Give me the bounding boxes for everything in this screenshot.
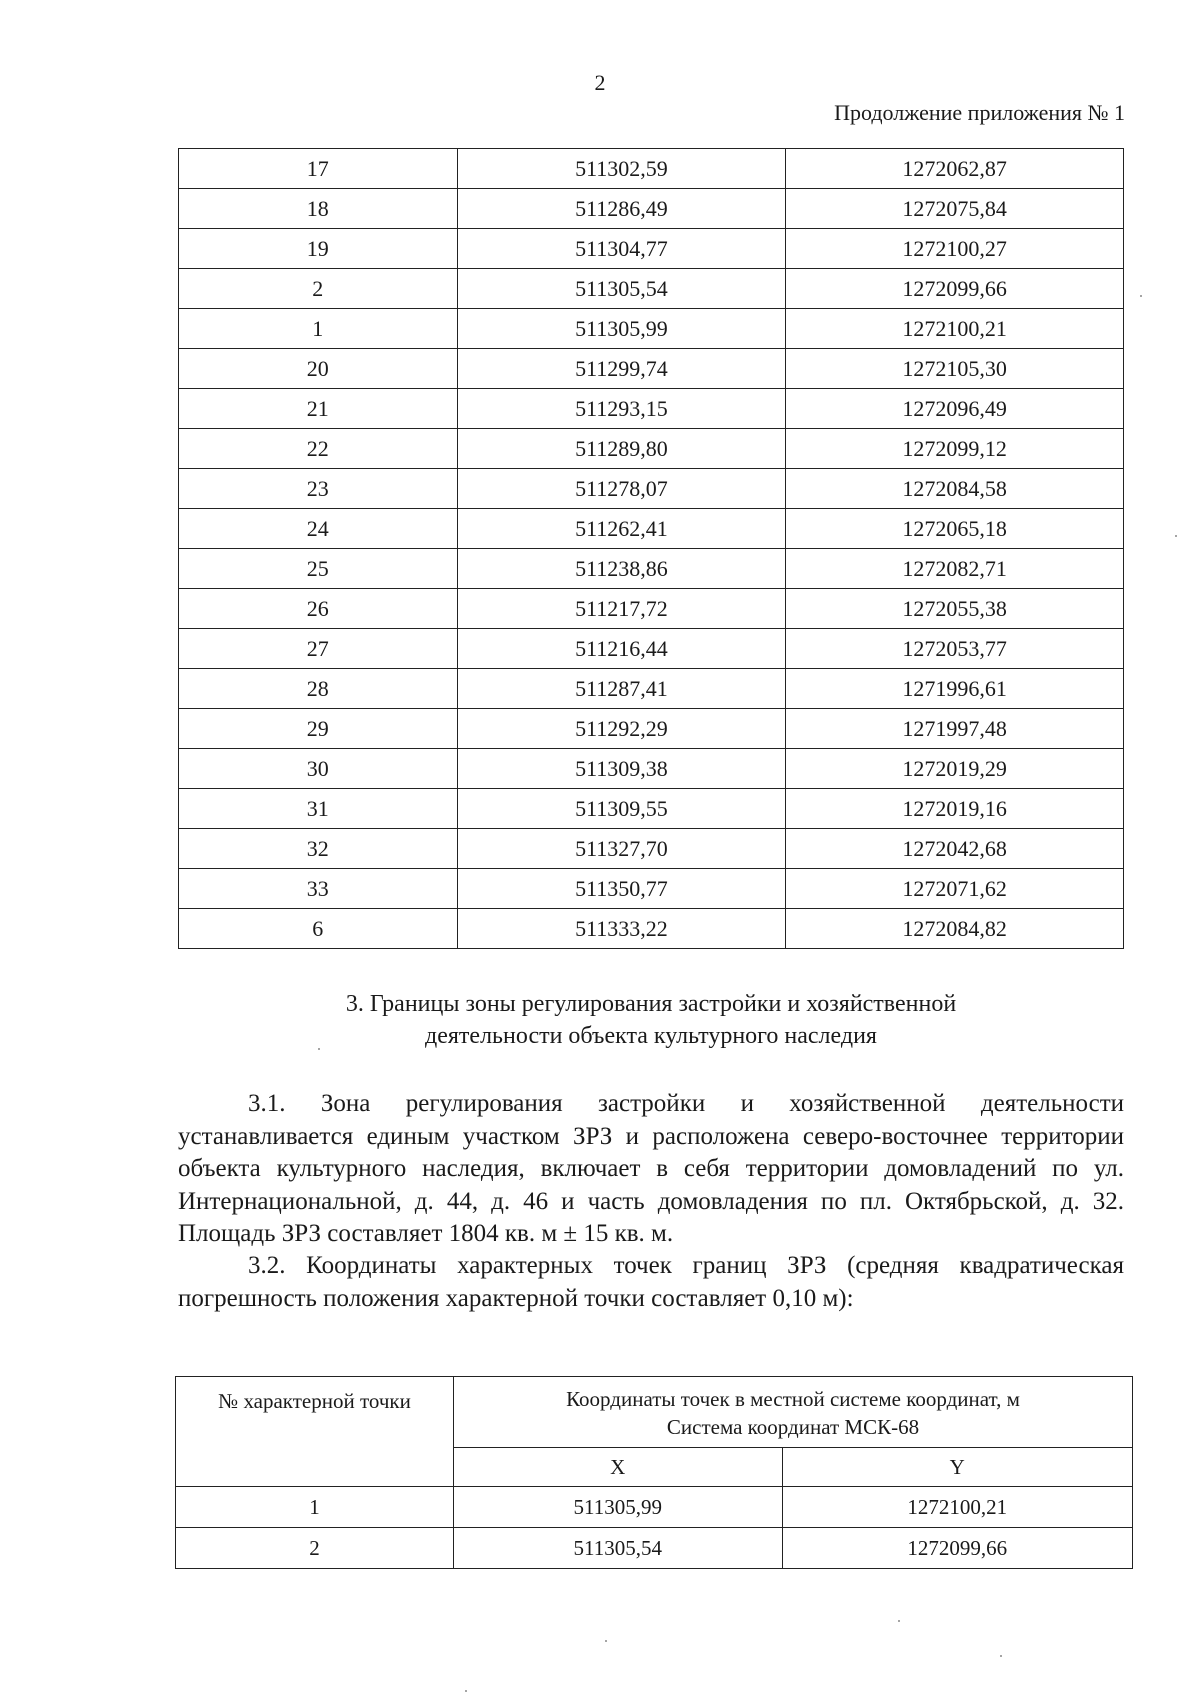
table-row (179, 509, 1124, 549)
table-row (179, 629, 1124, 669)
x-coordinate-cell: 511327,70 (457, 829, 786, 869)
table-row (179, 669, 1124, 709)
scan-speck (605, 1640, 607, 1642)
x-coordinate-cell: 511302,59 (457, 149, 786, 189)
table-row (179, 189, 1124, 229)
y-coordinate-cell: 1272099,12 (786, 429, 1124, 469)
x-coordinate-cell: 511350,77 (457, 869, 786, 909)
y-coordinate-cell: 1272075,84 (786, 189, 1124, 229)
header-coordinates-group (453, 1377, 1132, 1448)
y-coordinate-cell: 1272100,21 (782, 1487, 1132, 1528)
scan-speck (898, 1620, 900, 1622)
point-number-cell: 24 (179, 509, 458, 549)
table-row (176, 1487, 1133, 1528)
x-coordinate-cell: 511305,54 (453, 1528, 782, 1569)
y-coordinate-cell: 1272019,29 (786, 749, 1124, 789)
point-number-cell: 1 (176, 1487, 454, 1528)
scan-speck (465, 1690, 467, 1692)
scan-speck (1140, 295, 1142, 297)
x-coordinate-cell: 511238,86 (457, 549, 786, 589)
y-coordinate-cell: 1272099,66 (782, 1528, 1132, 1569)
y-coordinate-cell: 1272084,82 (786, 909, 1124, 949)
zrz-coordinates-table (175, 1376, 1133, 1569)
table-row (179, 789, 1124, 829)
table-row (179, 869, 1124, 909)
paragraph-3-2 (178, 1250, 1124, 1315)
point-number-cell: 18 (179, 189, 458, 229)
appendix-continuation-label: Продолжение приложения № 1 (834, 100, 1125, 125)
x-coordinate-cell: 511216,44 (457, 629, 786, 669)
section-3-title (178, 988, 1124, 1052)
table-row (179, 309, 1124, 349)
scan-speck (1175, 535, 1177, 537)
x-coordinate-cell: 511304,77 (457, 229, 786, 269)
point-number-cell: 17 (179, 149, 458, 189)
x-coordinate-cell: 511289,80 (457, 429, 786, 469)
table-row (179, 429, 1124, 469)
paragraph-3-2-text: 3.2. Координаты характерных точек границ ЗРЗ (средняя квадратическая погрешность положения характерной точки составляет 0,10 м): (178, 1252, 1124, 1312)
table-row (179, 389, 1124, 429)
table-row (179, 149, 1124, 189)
table-row (179, 589, 1124, 629)
point-number-cell: 28 (179, 669, 458, 709)
header-point-number: № характерной точки (176, 1377, 454, 1487)
table-row (176, 1528, 1133, 1569)
y-coordinate-cell: 1271997,48 (786, 709, 1124, 749)
point-number-cell: 31 (179, 789, 458, 829)
point-number-cell: 23 (179, 469, 458, 509)
y-coordinate-cell: 1271996,61 (786, 669, 1124, 709)
coordinates-table-continued (178, 148, 1124, 949)
table-row (179, 709, 1124, 749)
x-coordinate-cell: 511309,55 (457, 789, 786, 829)
x-coordinate-cell: 511305,54 (457, 269, 786, 309)
y-coordinate-cell: 1272084,58 (786, 469, 1124, 509)
y-coordinate-cell: 1272062,87 (786, 149, 1124, 189)
section-title-line: деятельности объекта культурного наследия (425, 1023, 877, 1049)
point-number-cell: 2 (179, 269, 458, 309)
page-number: 2 (594, 70, 606, 95)
section-title-line: 3. Границы зоны регулирования застройки и хозяйственной (345, 991, 957, 1017)
point-number-cell: 20 (179, 349, 458, 389)
header-y: Y (782, 1448, 1132, 1487)
x-coordinate-cell: 511299,74 (457, 349, 786, 389)
table-row (179, 909, 1124, 949)
y-coordinate-cell: 1272105,30 (786, 349, 1124, 389)
y-coordinate-cell: 1272055,38 (786, 589, 1124, 629)
point-number-cell: 32 (179, 829, 458, 869)
scan-speck (1000, 1655, 1002, 1657)
point-number-cell: 29 (179, 709, 458, 749)
paragraph-3-1 (178, 1088, 1124, 1251)
table-header-row (176, 1377, 1133, 1448)
x-coordinate-cell: 511286,49 (457, 189, 786, 229)
point-number-cell: 33 (179, 869, 458, 909)
point-number-cell: 22 (179, 429, 458, 469)
y-coordinate-cell: 1272082,71 (786, 549, 1124, 589)
point-number-cell: 26 (179, 589, 458, 629)
x-coordinate-cell: 511309,38 (457, 749, 786, 789)
table-row (179, 549, 1124, 589)
y-coordinate-cell: 1272099,66 (786, 269, 1124, 309)
x-coordinate-cell: 511305,99 (453, 1487, 782, 1528)
y-coordinate-cell: 1272100,21 (786, 309, 1124, 349)
x-coordinate-cell: 511278,07 (457, 469, 786, 509)
x-coordinate-cell: 511262,41 (457, 509, 786, 549)
y-coordinate-cell: 1272042,68 (786, 829, 1124, 869)
table-row (179, 469, 1124, 509)
y-coordinate-cell: 1272071,62 (786, 869, 1124, 909)
y-coordinate-cell: 1272053,77 (786, 629, 1124, 669)
point-number-cell: 27 (179, 629, 458, 669)
table-row (179, 269, 1124, 309)
point-number-cell: 19 (179, 229, 458, 269)
table-row (179, 349, 1124, 389)
x-coordinate-cell: 511292,29 (457, 709, 786, 749)
x-coordinate-cell: 511305,99 (457, 309, 786, 349)
point-number-cell: 1 (179, 309, 458, 349)
table-row (179, 749, 1124, 789)
table-row (179, 829, 1124, 869)
y-coordinate-cell: 1272019,16 (786, 789, 1124, 829)
point-number-cell: 6 (179, 909, 458, 949)
paragraph-3-1-text: 3.1. Зона регулирования застройки и хозяйственной деятельности устанавливается единым участком ЗРЗ и расположена северо-восточнее территории объекта культурного наследия, включает в себя территории домовладений по ул. Интернациональной, д. 44, д. 46 и часть домовладения по пл. Октябрьской, д. 32. Площадь ЗРЗ составляет 1804 кв. м ± 15 кв. м. (178, 1090, 1124, 1247)
point-number-cell: 2 (176, 1528, 454, 1569)
point-number-cell: 21 (179, 389, 458, 429)
x-coordinate-cell: 511333,22 (457, 909, 786, 949)
y-coordinate-cell: 1272096,49 (786, 389, 1124, 429)
x-coordinate-cell: 511287,41 (457, 669, 786, 709)
table-row (179, 229, 1124, 269)
point-number-cell: 25 (179, 549, 458, 589)
x-coordinate-cell: 511217,72 (457, 589, 786, 629)
header-x: X (453, 1448, 782, 1487)
y-coordinate-cell: 1272065,18 (786, 509, 1124, 549)
header-group-line: Координаты точек в местной системе координат, м (566, 1387, 1020, 1411)
header-group-line: Система координат МСК-68 (666, 1415, 920, 1439)
x-coordinate-cell: 511293,15 (457, 389, 786, 429)
scan-speck (318, 1048, 320, 1050)
y-coordinate-cell: 1272100,27 (786, 229, 1124, 269)
point-number-cell: 30 (179, 749, 458, 789)
